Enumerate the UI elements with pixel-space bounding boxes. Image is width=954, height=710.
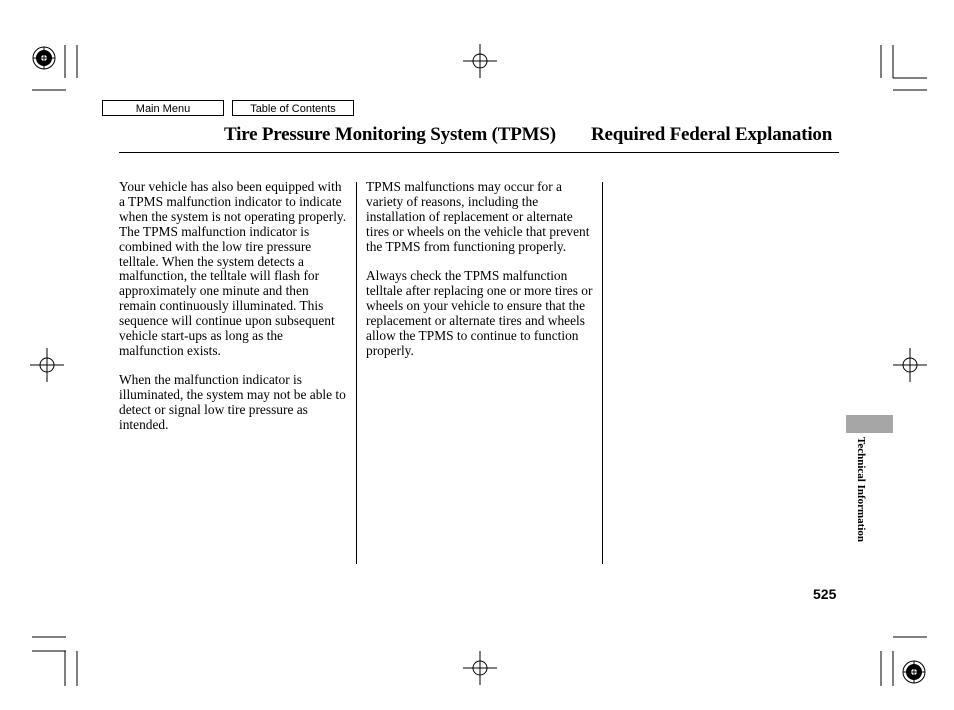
paragraph: When the malfunction indicator is illuminated, the system may not be able to detect or signal low tire pressure as intended. xyxy=(119,372,346,433)
text-column-1 xyxy=(119,180,349,448)
registration-crosshair-top xyxy=(463,44,497,78)
section-tab xyxy=(846,415,893,433)
registration-crosshair-bottom xyxy=(463,651,497,685)
section-tab-label: Technical Information xyxy=(855,437,867,543)
text-column-2 xyxy=(366,180,598,373)
paragraph: TPMS malfunctions may occur for a variety of reasons, including the installation of replacement or alternate tires or wheels on the vehicle that prevent the TPMS from functioning properly. xyxy=(366,179,590,254)
paragraph: Always check the TPMS malfunction telltale after replacing one or more tires or wheels on your vehicle to ensure that the replacement or alternate tires and wheels allow the TPMS to continue to function properly. xyxy=(366,268,593,358)
starburst-target-top-left xyxy=(33,47,55,69)
page-number: 525 xyxy=(813,586,837,602)
column-divider xyxy=(356,182,357,564)
section-title: Tire Pressure Monitoring System (TPMS) xyxy=(224,124,556,145)
title-divider xyxy=(119,152,839,153)
paragraph: Your vehicle has also been equipped with a TPMS malfunction indicator to indicate when the system is not operating properly. The TPMS malfunction indicator is combined with the low tire pressure telltale. When the system detects a malfunction, the telltale will flash for approximately one minute and then remain continuously illuminated. This sequence will continue upon subsequent vehicle start-ups as long as the malfunction exists. xyxy=(119,179,347,358)
registration-crosshair-left xyxy=(30,348,64,382)
column-divider xyxy=(602,182,603,564)
registration-crosshair-right xyxy=(893,348,927,382)
table-of-contents-button[interactable]: Table of Contents xyxy=(232,100,354,116)
main-menu-button[interactable]: Main Menu xyxy=(102,100,224,116)
page-title: Required Federal Explanation xyxy=(591,124,833,145)
starburst-target-bottom-right xyxy=(903,661,925,683)
